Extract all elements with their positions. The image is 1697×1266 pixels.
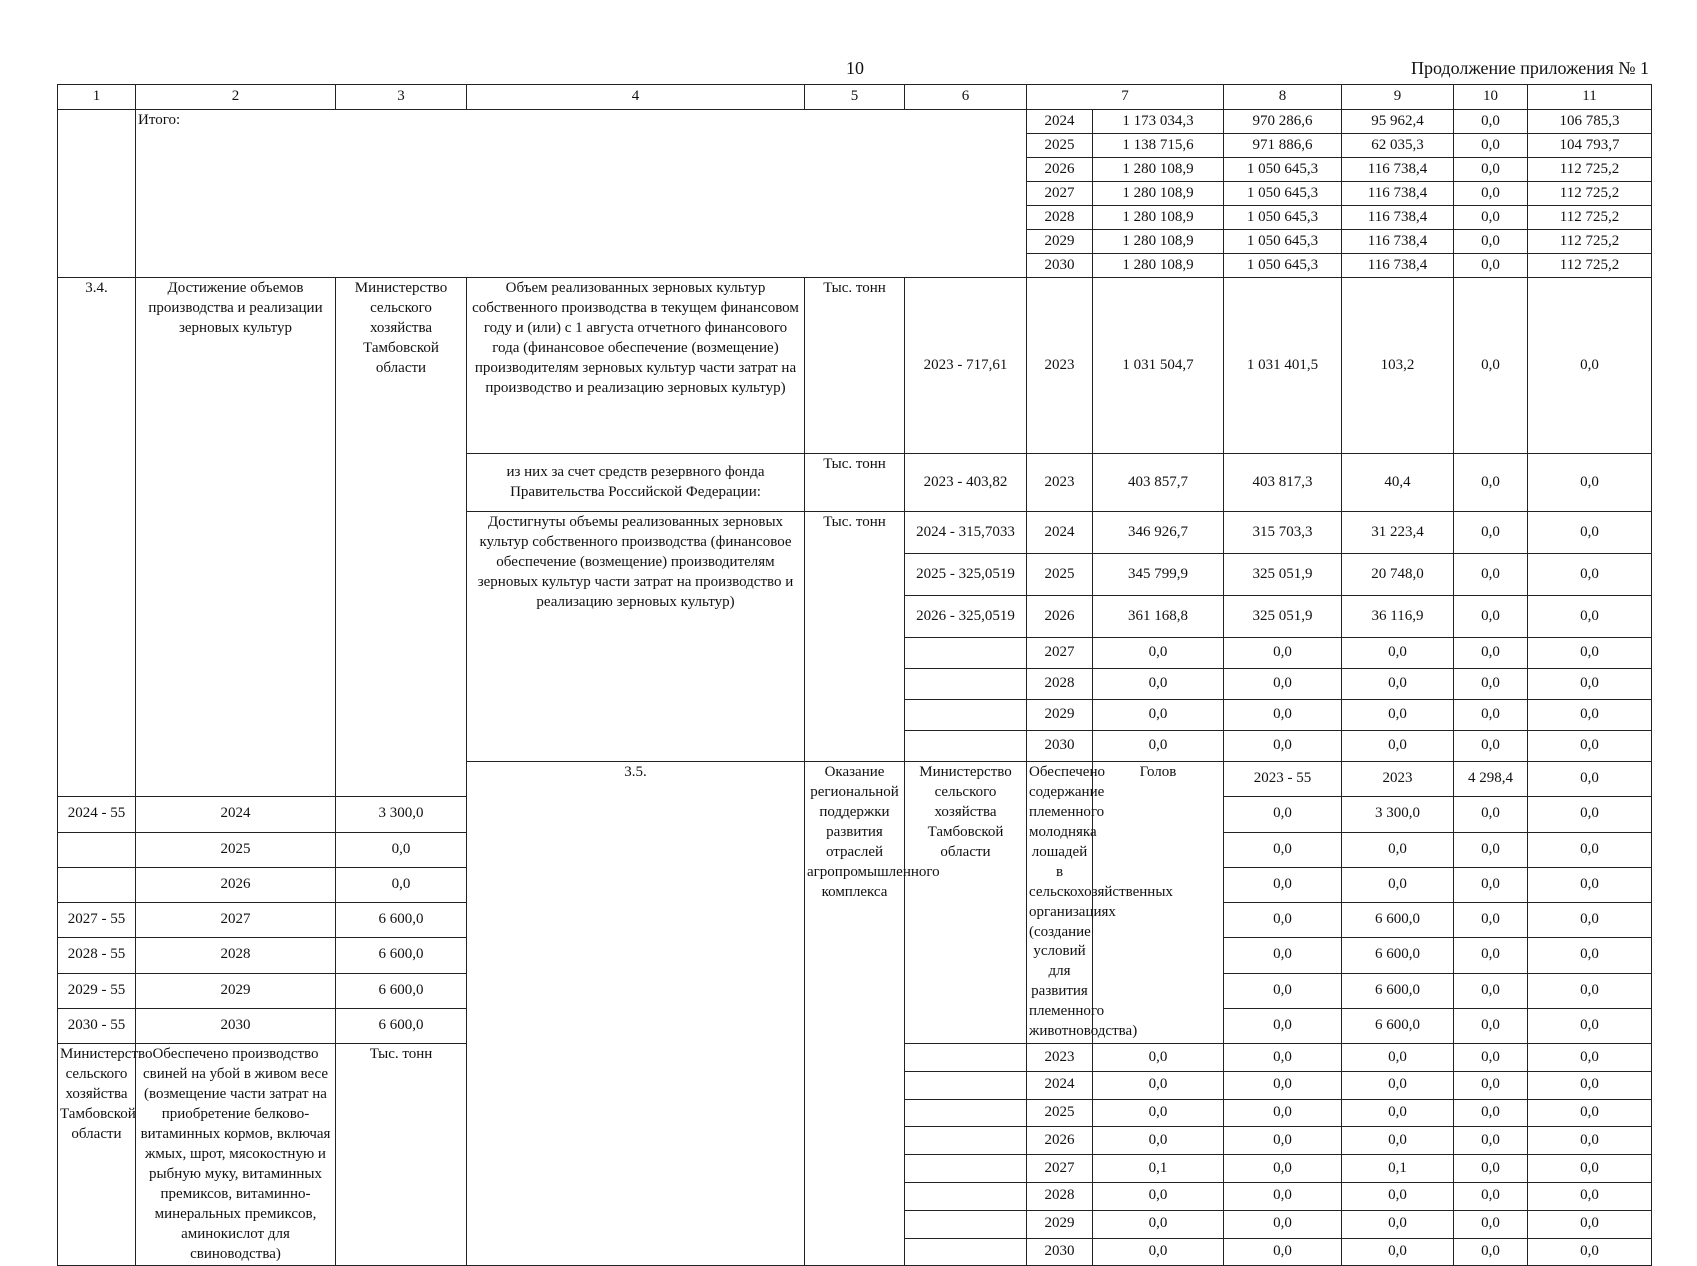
year-cell: 2023 (1027, 454, 1093, 512)
local-budget-cell: 0,0 (1454, 1210, 1528, 1238)
year-cell: 2024 (136, 797, 336, 832)
unit-cell: Тыс. тонн (336, 1044, 467, 1266)
federal-budget-cell: 0,0 (1224, 973, 1342, 1008)
local-budget-cell: 0,0 (1454, 832, 1528, 867)
year-cell: 2025 (136, 832, 336, 867)
other-sources-cell: 0,0 (1528, 278, 1652, 454)
total-amount-cell: 1 280 108,9 (1093, 254, 1224, 278)
section-name: Достижение объемов производства и реализации зерновых культур (136, 278, 336, 797)
total-amount-cell: 1 280 108,9 (1093, 158, 1224, 182)
total-amount-cell: 0,0 (1093, 1044, 1224, 1072)
program-table (57, 84, 1652, 1266)
federal-budget-cell: 325 051,9 (1224, 596, 1342, 638)
other-sources-cell: 0,0 (1528, 1238, 1652, 1266)
regional-budget-cell: 0,0 (1342, 1044, 1454, 1072)
year-cell: 2030 (1027, 254, 1093, 278)
year-cell: 2028 (1027, 206, 1093, 230)
column-header: 10 (1454, 85, 1528, 110)
column-header: 5 (805, 85, 905, 110)
total-amount-cell: 345 799,9 (1093, 554, 1224, 596)
total-amount-cell: 1 173 034,3 (1093, 110, 1224, 134)
other-sources-cell: 112 725,2 (1528, 254, 1652, 278)
column-number-header (58, 85, 1652, 110)
executor-cell: Министерство сельского хозяйства Тамбовской области (905, 762, 1027, 1044)
other-sources-cell: 0,0 (1528, 669, 1652, 700)
local-budget-cell: 0,0 (1454, 1127, 1528, 1155)
regional-budget-cell: 0,0 (1342, 1127, 1454, 1155)
year-cell: 2023 (1027, 1044, 1093, 1072)
local-budget-cell: 0,0 (1454, 638, 1528, 669)
target-cell: 2026 - 325,0519 (905, 596, 1027, 638)
federal-budget-cell: 971 886,6 (1224, 134, 1342, 158)
federal-budget-cell: 0,0 (1224, 638, 1342, 669)
total-amount-cell: 403 857,7 (1093, 454, 1224, 512)
year-cell: 2027 (1027, 182, 1093, 206)
target-cell (905, 1238, 1027, 1266)
federal-budget-cell: 1 050 645,3 (1224, 230, 1342, 254)
unit-cell: Тыс. тонн (805, 512, 905, 762)
local-budget-cell: 0,0 (1454, 278, 1528, 454)
local-budget-cell: 0,0 (1454, 158, 1528, 182)
federal-budget-cell: 1 050 645,3 (1224, 158, 1342, 182)
target-cell (905, 1183, 1027, 1211)
local-budget-cell: 0,0 (1454, 230, 1528, 254)
other-sources-cell: 0,0 (1528, 638, 1652, 669)
federal-budget-cell: 0,0 (1224, 1044, 1342, 1072)
indicator-text: Обеспечено содержание племенного молодняка лошадей в сельскохозяйственных организациях (создание условий для развития племенного животноводства) (1027, 762, 1093, 1044)
regional-budget-cell: 0,0 (1342, 867, 1454, 902)
total-amount-cell: 6 600,0 (336, 973, 467, 1008)
page-number: 10 (846, 58, 864, 78)
other-sources-cell: 0,0 (1528, 1044, 1652, 1072)
column-header: 9 (1342, 85, 1454, 110)
section-number: 3.5. (467, 762, 805, 1266)
regional-budget-cell: 0,0 (1342, 700, 1454, 731)
year-cell: 2025 (1027, 134, 1093, 158)
total-amount-cell: 1 031 504,7 (1093, 278, 1224, 454)
target-cell (905, 1099, 1027, 1127)
indicator-text: из них за счет средств резервного фонда Правительства Российской Федерации: (467, 454, 805, 512)
executor-cell: Министерство сельского хозяйства Тамбовской области (58, 1044, 136, 1266)
table-body (58, 110, 1652, 1266)
total-amount-cell: 1 138 715,6 (1093, 134, 1224, 158)
appendix-continuation-note: Продолжение приложения № 1 (1410, 58, 1649, 78)
year-cell: 2027 (1027, 1155, 1093, 1183)
total-amount-cell: 0,0 (336, 832, 467, 867)
other-sources-cell: 0,0 (1528, 1008, 1652, 1043)
local-budget-cell: 0,0 (1454, 973, 1528, 1008)
regional-budget-cell: 0,0 (1342, 638, 1454, 669)
target-cell: 2023 - 403,82 (905, 454, 1027, 512)
target-cell (905, 1155, 1027, 1183)
other-sources-cell: 0,0 (1528, 554, 1652, 596)
year-cell: 2029 (1027, 1210, 1093, 1238)
local-budget-cell: 0,0 (1454, 454, 1528, 512)
local-budget-cell: 0,0 (1454, 596, 1528, 638)
other-sources-cell: 106 785,3 (1528, 110, 1652, 134)
target-cell (905, 700, 1027, 731)
target-cell: 2029 - 55 (58, 973, 136, 1008)
column-header: 3 (336, 85, 467, 110)
federal-budget-cell: 0,0 (1224, 669, 1342, 700)
regional-budget-cell: 62 035,3 (1342, 134, 1454, 158)
regional-budget-cell: 0,0 (1342, 1071, 1454, 1099)
indicator-text: Достигнуты объемы реализованных зерновых культур собственного производства (финансовое обеспечение (возмещение) производителям зерновых культур части затрат на производство и реализацию зерновых культур) (467, 512, 805, 762)
total-amount-cell: 6 600,0 (336, 903, 467, 938)
total-amount-cell: 361 168,8 (1093, 596, 1224, 638)
regional-budget-cell: 3 300,0 (1342, 797, 1454, 832)
local-budget-cell: 0,0 (1454, 1071, 1528, 1099)
year-cell: 2025 (1027, 554, 1093, 596)
target-cell: 2027 - 55 (58, 903, 136, 938)
target-cell: 2023 - 55 (1224, 762, 1342, 797)
other-sources-cell: 0,0 (1528, 512, 1652, 554)
total-amount-cell: 0,0 (336, 867, 467, 902)
local-budget-cell: 0,0 (1454, 182, 1528, 206)
regional-budget-cell: 0,0 (1342, 1210, 1454, 1238)
federal-budget-cell: 1 050 645,3 (1224, 182, 1342, 206)
target-cell (905, 1044, 1027, 1072)
regional-budget-cell: 103,2 (1342, 278, 1454, 454)
other-sources-cell: 0,0 (1528, 1071, 1652, 1099)
other-sources-cell: 0,0 (1528, 454, 1652, 512)
federal-budget-cell: 0,0 (1224, 1071, 1342, 1099)
regional-budget-cell: 40,4 (1342, 454, 1454, 512)
other-sources-cell: 0,0 (1528, 1099, 1652, 1127)
unit-cell: Тыс. тонн (805, 278, 905, 454)
federal-budget-cell: 1 031 401,5 (1224, 278, 1342, 454)
total-amount-cell: 6 600,0 (336, 1008, 467, 1043)
total-amount-cell: 1 280 108,9 (1093, 182, 1224, 206)
other-sources-cell: 112 725,2 (1528, 158, 1652, 182)
section-name: Оказание региональной поддержки развития отраслей агропромышленного комплекса (805, 762, 905, 1266)
federal-budget-cell: 0,0 (1528, 762, 1652, 797)
federal-budget-cell: 325 051,9 (1224, 554, 1342, 596)
other-sources-cell: 112 725,2 (1528, 182, 1652, 206)
regional-budget-cell: 95 962,4 (1342, 110, 1454, 134)
year-cell: 2026 (1027, 1127, 1093, 1155)
other-sources-cell: 0,0 (1528, 903, 1652, 938)
federal-budget-cell: 1 050 645,3 (1224, 254, 1342, 278)
target-cell: 2028 - 55 (58, 938, 136, 973)
local-budget-cell: 0,0 (1454, 797, 1528, 832)
target-cell: 2024 - 315,7033 (905, 512, 1027, 554)
local-budget-cell: 0,0 (1454, 938, 1528, 973)
indicator-text: Обеспечено производство свиней на убой в живом весе (возмещение части затрат на приобретение белково-витаминных кормов, включая жмых, шрот, мясокостную и рыбную муку, витаминных премиксов, витаминно-минеральных премиксов, аминокислот для свиноводства) (136, 1044, 336, 1266)
other-sources-cell: 0,0 (1528, 1155, 1652, 1183)
year-cell: 2024 (1027, 110, 1093, 134)
unit-cell: Тыс. тонн (805, 454, 905, 512)
regional-budget-cell: 116 738,4 (1342, 254, 1454, 278)
year-cell: 2027 (1027, 638, 1093, 669)
regional-budget-cell: 0,0 (1342, 1099, 1454, 1127)
regional-budget-cell: 6 600,0 (1342, 1008, 1454, 1043)
table-row (58, 278, 1652, 454)
other-sources-cell: 0,0 (1528, 596, 1652, 638)
federal-budget-cell: 0,0 (1224, 1183, 1342, 1211)
federal-budget-cell: 0,0 (1224, 1238, 1342, 1266)
year-cell: 2026 (1027, 596, 1093, 638)
local-budget-cell: 0,0 (1454, 1044, 1528, 1072)
local-budget-cell: 0,0 (1454, 903, 1528, 938)
year-cell: 2028 (136, 938, 336, 973)
total-amount-cell: 346 926,7 (1093, 512, 1224, 554)
total-amount-cell: 0,0 (1093, 638, 1224, 669)
local-budget-cell: 0,0 (1454, 134, 1528, 158)
local-budget-cell: 0,0 (1454, 254, 1528, 278)
year-cell: 2026 (136, 867, 336, 902)
federal-budget-cell: 0,0 (1224, 938, 1342, 973)
federal-budget-cell: 0,0 (1224, 867, 1342, 902)
target-cell: 2024 - 55 (58, 797, 136, 832)
federal-budget-cell: 1 050 645,3 (1224, 206, 1342, 230)
total-amount-cell: 0,0 (1093, 1099, 1224, 1127)
regional-budget-cell: 36 116,9 (1342, 596, 1454, 638)
total-amount-cell: 0,0 (1093, 1210, 1224, 1238)
other-sources-cell: 112 725,2 (1528, 230, 1652, 254)
other-sources-cell: 0,0 (1528, 938, 1652, 973)
target-cell (58, 832, 136, 867)
regional-budget-cell: 116 738,4 (1342, 158, 1454, 182)
local-budget-cell: 0,0 (1454, 700, 1528, 731)
regional-budget-cell: 116 738,4 (1342, 230, 1454, 254)
total-amount-cell: 4 298,4 (1454, 762, 1528, 797)
regional-budget-cell: 116 738,4 (1342, 182, 1454, 206)
target-cell (905, 731, 1027, 762)
target-cell (905, 669, 1027, 700)
year-cell: 2024 (1027, 1071, 1093, 1099)
local-budget-cell: 0,0 (1454, 110, 1528, 134)
column-header: 4 (467, 85, 805, 110)
federal-budget-cell: 403 817,3 (1224, 454, 1342, 512)
total-amount-cell: 3 300,0 (336, 797, 467, 832)
column-header: 2 (136, 85, 336, 110)
total-amount-cell: 0,0 (1093, 1183, 1224, 1211)
regional-budget-cell: 6 600,0 (1342, 903, 1454, 938)
local-budget-cell: 0,0 (1454, 867, 1528, 902)
regional-budget-cell: 31 223,4 (1342, 512, 1454, 554)
local-budget-cell: 0,0 (1454, 1238, 1528, 1266)
regional-budget-cell: 6 600,0 (1342, 938, 1454, 973)
regional-budget-cell: 0,0 (1342, 731, 1454, 762)
section-number: 3.4. (58, 278, 136, 797)
total-amount-cell: 0,0 (1093, 1127, 1224, 1155)
year-cell: 2026 (1027, 158, 1093, 182)
year-cell: 2029 (1027, 230, 1093, 254)
local-budget-cell: 0,0 (1454, 1008, 1528, 1043)
column-header: 8 (1224, 85, 1342, 110)
year-cell: 2027 (136, 903, 336, 938)
target-cell (58, 867, 136, 902)
regional-budget-cell: 116 738,4 (1342, 206, 1454, 230)
federal-budget-cell: 315 703,3 (1224, 512, 1342, 554)
year-cell: 2028 (1027, 1183, 1093, 1211)
unit-cell: Голов (1093, 762, 1224, 1044)
table-row (58, 110, 1652, 134)
regional-budget-cell: 0,0 (1342, 1183, 1454, 1211)
column-header: 7 (1027, 85, 1224, 110)
other-sources-cell: 0,0 (1528, 1127, 1652, 1155)
regional-budget-cell: 20 748,0 (1342, 554, 1454, 596)
federal-budget-cell: 0,0 (1224, 731, 1342, 762)
federal-budget-cell: 0,0 (1224, 1008, 1342, 1043)
other-sources-cell: 112 725,2 (1528, 206, 1652, 230)
year-cell: 2023 (1342, 762, 1454, 797)
year-cell: 2025 (1027, 1099, 1093, 1127)
total-amount-cell: 0,0 (1093, 1071, 1224, 1099)
year-cell: 2028 (1027, 669, 1093, 700)
federal-budget-cell: 0,0 (1224, 797, 1342, 832)
federal-budget-cell: 0,0 (1224, 1127, 1342, 1155)
target-cell (905, 1210, 1027, 1238)
local-budget-cell: 0,0 (1454, 206, 1528, 230)
regional-budget-cell: 0,1 (1342, 1155, 1454, 1183)
federal-budget-cell: 0,0 (1224, 832, 1342, 867)
column-header: 6 (905, 85, 1027, 110)
local-budget-cell: 0,0 (1454, 731, 1528, 762)
total-num-cell (58, 110, 136, 278)
total-amount-cell: 0,0 (1093, 731, 1224, 762)
total-amount-cell: 0,0 (1093, 669, 1224, 700)
year-cell: 2030 (1027, 1238, 1093, 1266)
year-cell: 2030 (136, 1008, 336, 1043)
local-budget-cell: 0,0 (1454, 669, 1528, 700)
year-cell: 2023 (1027, 278, 1093, 454)
other-sources-cell: 0,0 (1528, 731, 1652, 762)
year-cell: 2030 (1027, 731, 1093, 762)
other-sources-cell: 0,0 (1528, 1210, 1652, 1238)
local-budget-cell: 0,0 (1454, 1099, 1528, 1127)
year-cell: 2029 (136, 973, 336, 1008)
total-amount-cell: 0,0 (1093, 1238, 1224, 1266)
federal-budget-cell: 970 286,6 (1224, 110, 1342, 134)
regional-budget-cell: 0,0 (1342, 1238, 1454, 1266)
other-sources-cell: 0,0 (1528, 797, 1652, 832)
federal-budget-cell: 0,0 (1224, 1210, 1342, 1238)
regional-budget-cell: 0,0 (1342, 669, 1454, 700)
total-amount-cell: 6 600,0 (336, 938, 467, 973)
total-amount-cell: 1 280 108,9 (1093, 230, 1224, 254)
total-amount-cell: 0,1 (1093, 1155, 1224, 1183)
other-sources-cell: 0,0 (1528, 700, 1652, 731)
local-budget-cell: 0,0 (1454, 1183, 1528, 1211)
other-sources-cell: 0,0 (1528, 973, 1652, 1008)
year-cell: 2024 (1027, 512, 1093, 554)
local-budget-cell: 0,0 (1454, 1155, 1528, 1183)
indicator-text: Объем реализованных зерновых культур собственного производства в текущем финансовом году и (или) с 1 августа отчетного финансового года (финансовое обеспечение (возмещение) производителям зерновых культур части затрат на производство и реализацию зерновых культур) (467, 278, 805, 454)
federal-budget-cell: 0,0 (1224, 700, 1342, 731)
column-header: 11 (1528, 85, 1652, 110)
local-budget-cell: 0,0 (1454, 554, 1528, 596)
column-header: 1 (58, 85, 136, 110)
target-cell: 2025 - 325,0519 (905, 554, 1027, 596)
other-sources-cell: 0,0 (1528, 867, 1652, 902)
year-cell: 2029 (1027, 700, 1093, 731)
target-cell (905, 1127, 1027, 1155)
other-sources-cell: 0,0 (1528, 832, 1652, 867)
federal-budget-cell: 0,0 (1224, 1155, 1342, 1183)
other-sources-cell: 0,0 (1528, 1183, 1652, 1211)
target-cell (905, 638, 1027, 669)
target-cell: 2030 - 55 (58, 1008, 136, 1043)
regional-budget-cell: 6 600,0 (1342, 973, 1454, 1008)
other-sources-cell: 104 793,7 (1528, 134, 1652, 158)
federal-budget-cell: 0,0 (1224, 1099, 1342, 1127)
total-amount-cell: 1 280 108,9 (1093, 206, 1224, 230)
total-amount-cell: 0,0 (1093, 700, 1224, 731)
local-budget-cell: 0,0 (1454, 512, 1528, 554)
target-cell: 2023 - 717,61 (905, 278, 1027, 454)
total-label: Итого: (136, 110, 1027, 278)
federal-budget-cell: 0,0 (1224, 903, 1342, 938)
target-cell (905, 1071, 1027, 1099)
executor-cell: Министерство сельского хозяйства Тамбовской области (336, 278, 467, 797)
regional-budget-cell: 0,0 (1342, 832, 1454, 867)
